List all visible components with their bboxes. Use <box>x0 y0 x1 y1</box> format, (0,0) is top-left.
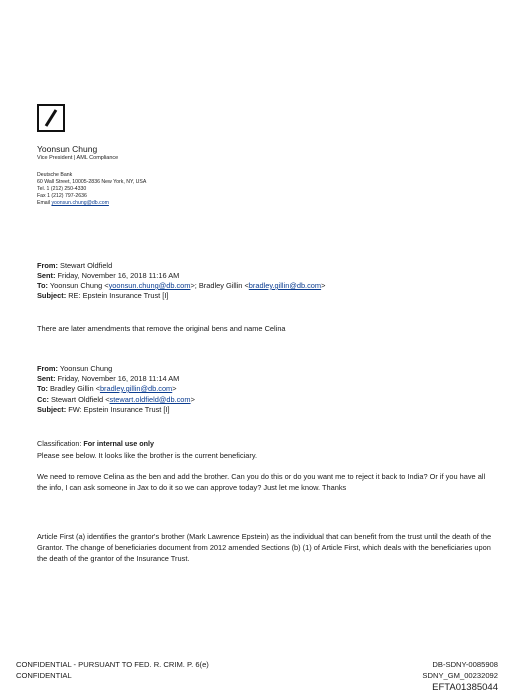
email2-to-end: > <box>172 384 177 393</box>
email2-to-label: To: <box>37 384 48 393</box>
email1-sent <box>37 271 179 281</box>
email1-subject <box>37 291 168 301</box>
email2-cc-label: Cc: <box>37 395 49 404</box>
email2-cc-email[interactable]: stewart.oldfield@db.com <box>109 395 191 404</box>
email2-from <box>37 364 112 374</box>
email2-sent-label: Sent: <box>37 374 56 383</box>
footer-bates-db: DB-SDNY-0085908 <box>432 660 498 669</box>
email1-sent-label: Sent: <box>37 271 56 280</box>
footer-bates-sdny: SDNY_GM_00232092 <box>422 671 498 680</box>
email1-to-end: > <box>321 281 326 290</box>
email1-body: There are later amendments that remove the original bens and name Celina <box>37 324 286 333</box>
email1-sent-value: Friday, November 16, 2018 11:16 AM <box>57 271 180 280</box>
email1-to-label: To: <box>37 281 48 290</box>
classification-label: Classification: <box>37 439 82 448</box>
email2-subject-value: FW: Epstein Insurance Trust [I] <box>68 405 170 414</box>
signature-company: Deutsche Bank <box>37 172 73 178</box>
email1-from <box>37 261 112 271</box>
email2-sent-value: Friday, November 16, 2018 11:14 AM <box>57 374 180 383</box>
email1-to <box>37 281 325 291</box>
email2-from-value: Yoonsun Chung <box>59 364 113 373</box>
email1-subject-value: RE: Epstein Insurance Trust [I] <box>68 291 169 300</box>
signature-email-label: Email <box>37 200 50 206</box>
email2-cc-name: Stewart Oldfield < <box>50 395 110 404</box>
email2-sent <box>37 374 179 384</box>
signature-email-line <box>37 200 109 207</box>
footer-bates-efta: EFTA01385044 <box>432 682 498 693</box>
signature-title: Vice President | AML Compliance <box>37 155 119 161</box>
classification-value: For internal use only <box>83 439 155 448</box>
email2-to-email[interactable]: bradley.gillin@db.com <box>99 384 173 393</box>
email2-cc <box>37 395 195 405</box>
email1-from-label: From: <box>37 261 58 270</box>
classification-line <box>37 439 154 449</box>
email1-to-email2[interactable]: bradley.gillin@db.com <box>248 281 322 290</box>
signature-name: Yoonsun Chung <box>37 144 98 154</box>
email1-to-name1: Yoonsun Chung < <box>49 281 109 290</box>
email2-subject-label: Subject: <box>37 405 67 414</box>
email2-cc-end: > <box>190 395 195 404</box>
email2-to-name: Bradley Gillin < <box>50 384 100 393</box>
email1-to-mid: >; Bradley Gillin < <box>190 281 249 290</box>
signature-address: 60 Wall Street, 10005-2836 New York, NY, USA <box>37 179 147 185</box>
email1-to-email1[interactable]: yoonsun.chung@db.com <box>108 281 191 290</box>
email2-paragraph-3: Article First (a) identifies the grantor's brother (Mark Lawrence Epstein) as the individual that can benefit from the trust until the death of the Grantor. The change of beneficiaries document from 2012 amended Sections (b) (1) of Article First, which deals with the beneficiaries upon the death of the grantor of the Insurance Trust. <box>37 532 492 563</box>
email2-to <box>37 384 177 394</box>
email2-paragraph-2: We need to remove Celina as the ben and add the brother. Can you do this or do you want me to reject it back to India? Or if you have all the info, I can ask someone in Jax to do it so we can approve today? Just let me know. Thanks <box>37 472 486 492</box>
email2-paragraph-1: Please see below. It looks like the brother is the current beneficiary. <box>37 451 258 460</box>
signature-fax: Fax 1 (212) 797-2636 <box>37 193 87 199</box>
footer-confidential: CONFIDENTIAL <box>16 671 72 680</box>
email1-from-value: Stewart Oldfield <box>60 261 113 270</box>
email2-subject <box>37 405 170 415</box>
deutsche-bank-logo-icon <box>37 104 65 132</box>
email2-from-label: From: <box>37 364 58 373</box>
footer-confidential-pursuant: CONFIDENTIAL - PURSUANT TO FED. R. CRIM. P. 6(e) <box>16 660 209 669</box>
logo-slash-icon <box>39 106 63 130</box>
email1-subject-label: Subject: <box>37 291 67 300</box>
signature-email-link[interactable]: yoonsun.chung@db.com <box>51 200 109 206</box>
signature-tel: Tel. 1 (212) 250-4330 <box>37 186 87 192</box>
